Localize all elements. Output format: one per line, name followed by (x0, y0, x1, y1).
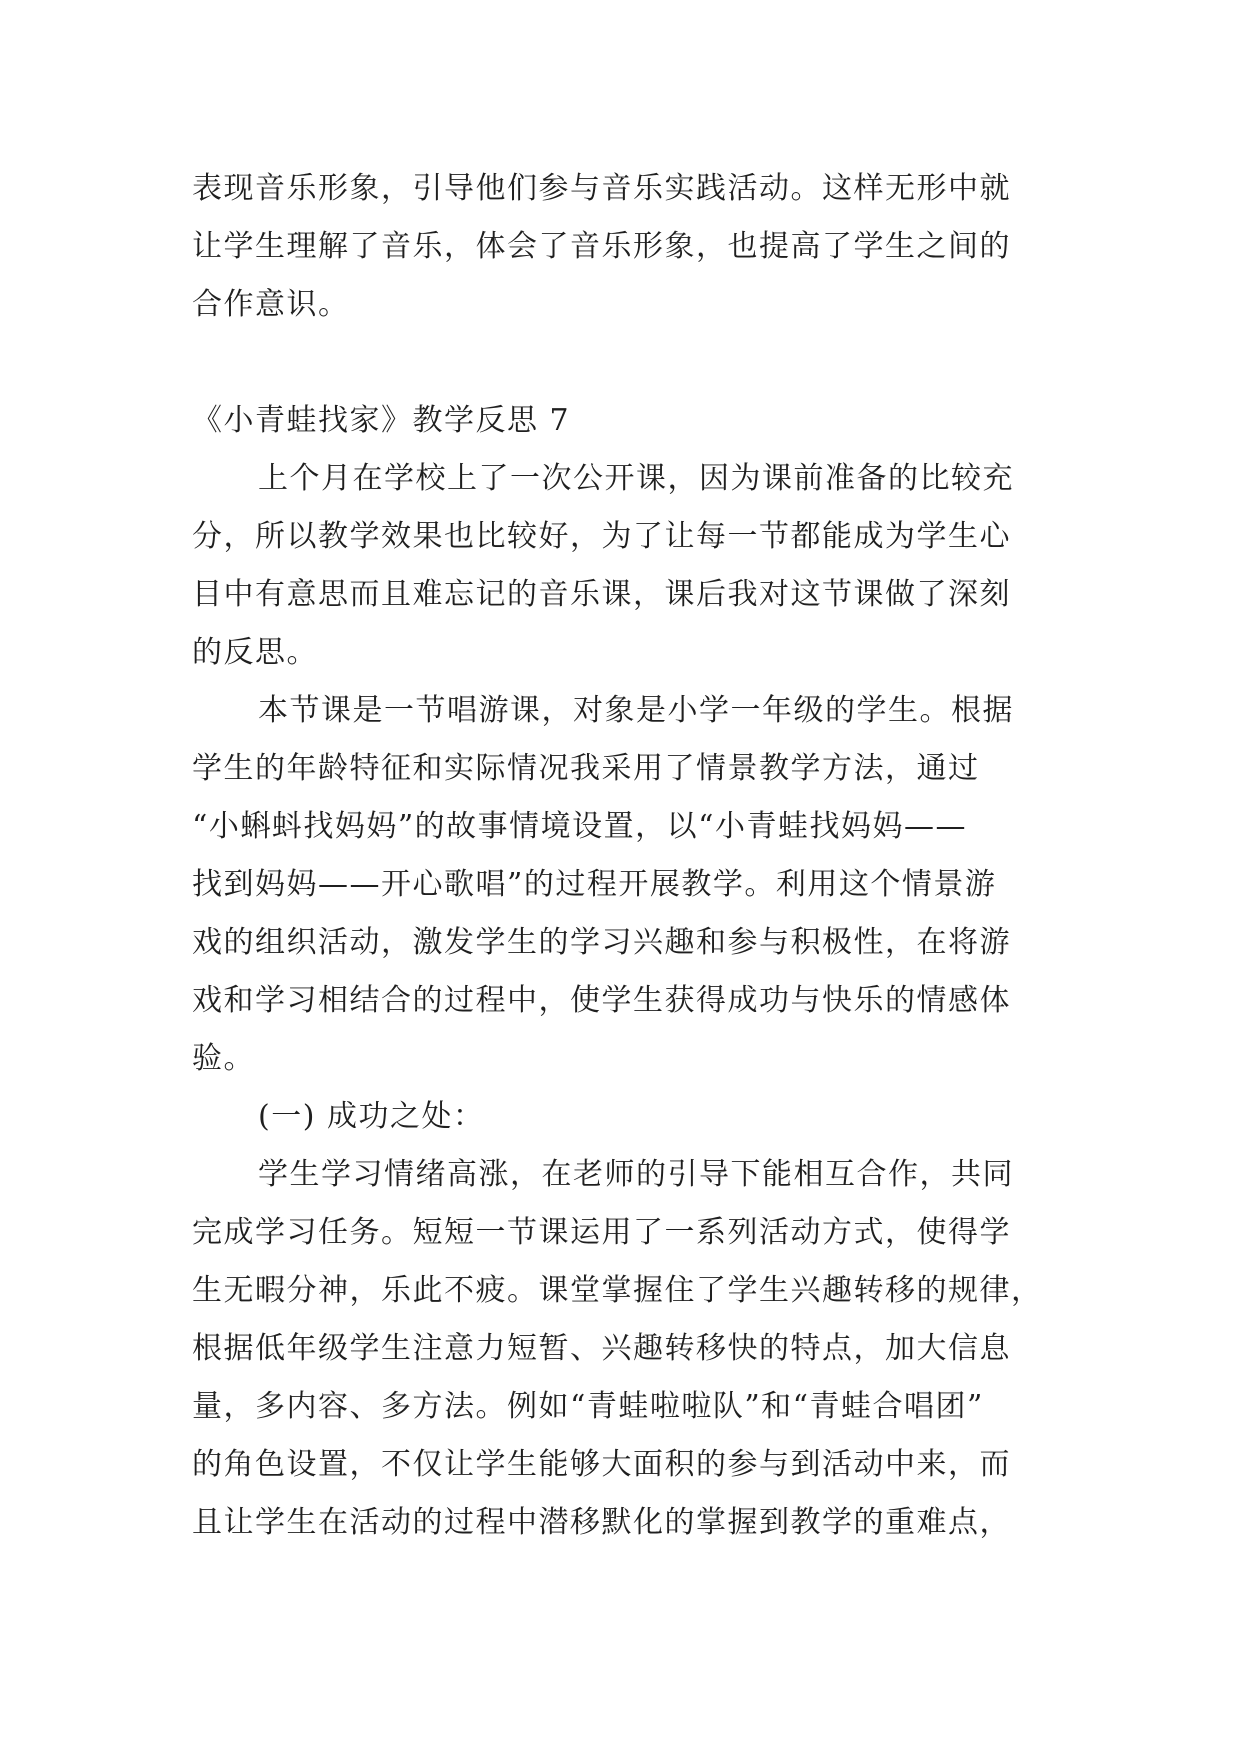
text-line: 根据低年级学生注意力短暂、兴趣转移快的特点，加大信息 (192, 1331, 1011, 1366)
text-line: 目中有意思而且难忘记的音乐课，课后我对这节课做了深刻 (192, 577, 1011, 612)
text-line: 上个月在学校上了一次公开课，因为课前准备的比较充 (258, 461, 1014, 496)
text-line: 完成学习任务。短短一节课运用了一系列活动方式，使得学 (192, 1215, 1011, 1250)
text-line: 的角色设置，不仅让学生能够大面积的参与到活动中来，而 (192, 1447, 1011, 1482)
section-title: 《小青蛙找家》教学反思 7 (192, 403, 571, 438)
text-line: 学生学习情绪高涨，在老师的引导下能相互合作，共同 (258, 1157, 1014, 1192)
subsection-heading: (一) 成功之处： (258, 1099, 485, 1134)
text-line: 验。 (192, 1041, 255, 1076)
text-line: 本节课是一节唱游课，对象是小学一年级的学生。根据 (258, 693, 1014, 728)
text-line: 的反思。 (192, 635, 318, 670)
text-line: 让学生理解了音乐，体会了音乐形象，也提高了学生之间的 (192, 229, 1011, 264)
text-line: 生无暇分神，乐此不疲。课堂掌握住了学生兴趣转移的规律， (192, 1273, 1043, 1308)
text-line: 量，多内容、多方法。例如“青蛙啦啦队”和“青蛙合唱团” (192, 1389, 984, 1424)
text-line: 戏和学习相结合的过程中，使学生获得成功与快乐的情感体 (192, 983, 1011, 1018)
text-line: 合作意识。 (192, 287, 350, 322)
text-line: 且让学生在活动的过程中潜移默化的掌握到教学的重难点， (192, 1505, 1011, 1540)
text-line: “小蝌蚪找妈妈”的故事情境设置，以“小青蛙找妈妈—— (192, 809, 968, 844)
text-line: 学生的年龄特征和实际情况我采用了情景教学方法，通过 (192, 751, 980, 786)
text-line: 找到妈妈——开心歌唱”的过程开展教学。利用这个情景游 (192, 867, 997, 902)
text-line: 表现音乐形象，引导他们参与音乐实践活动。这样无形中就 (192, 171, 1011, 206)
paragraph-gap (192, 334, 1052, 392)
text-line: 分，所以教学效果也比较好，为了让每一节都能成为学生心 (192, 519, 1011, 554)
document-body (192, 160, 1052, 1552)
text-line: 戏的组织活动，激发学生的学习兴趣和参与积极性，在将游 (192, 925, 1011, 960)
